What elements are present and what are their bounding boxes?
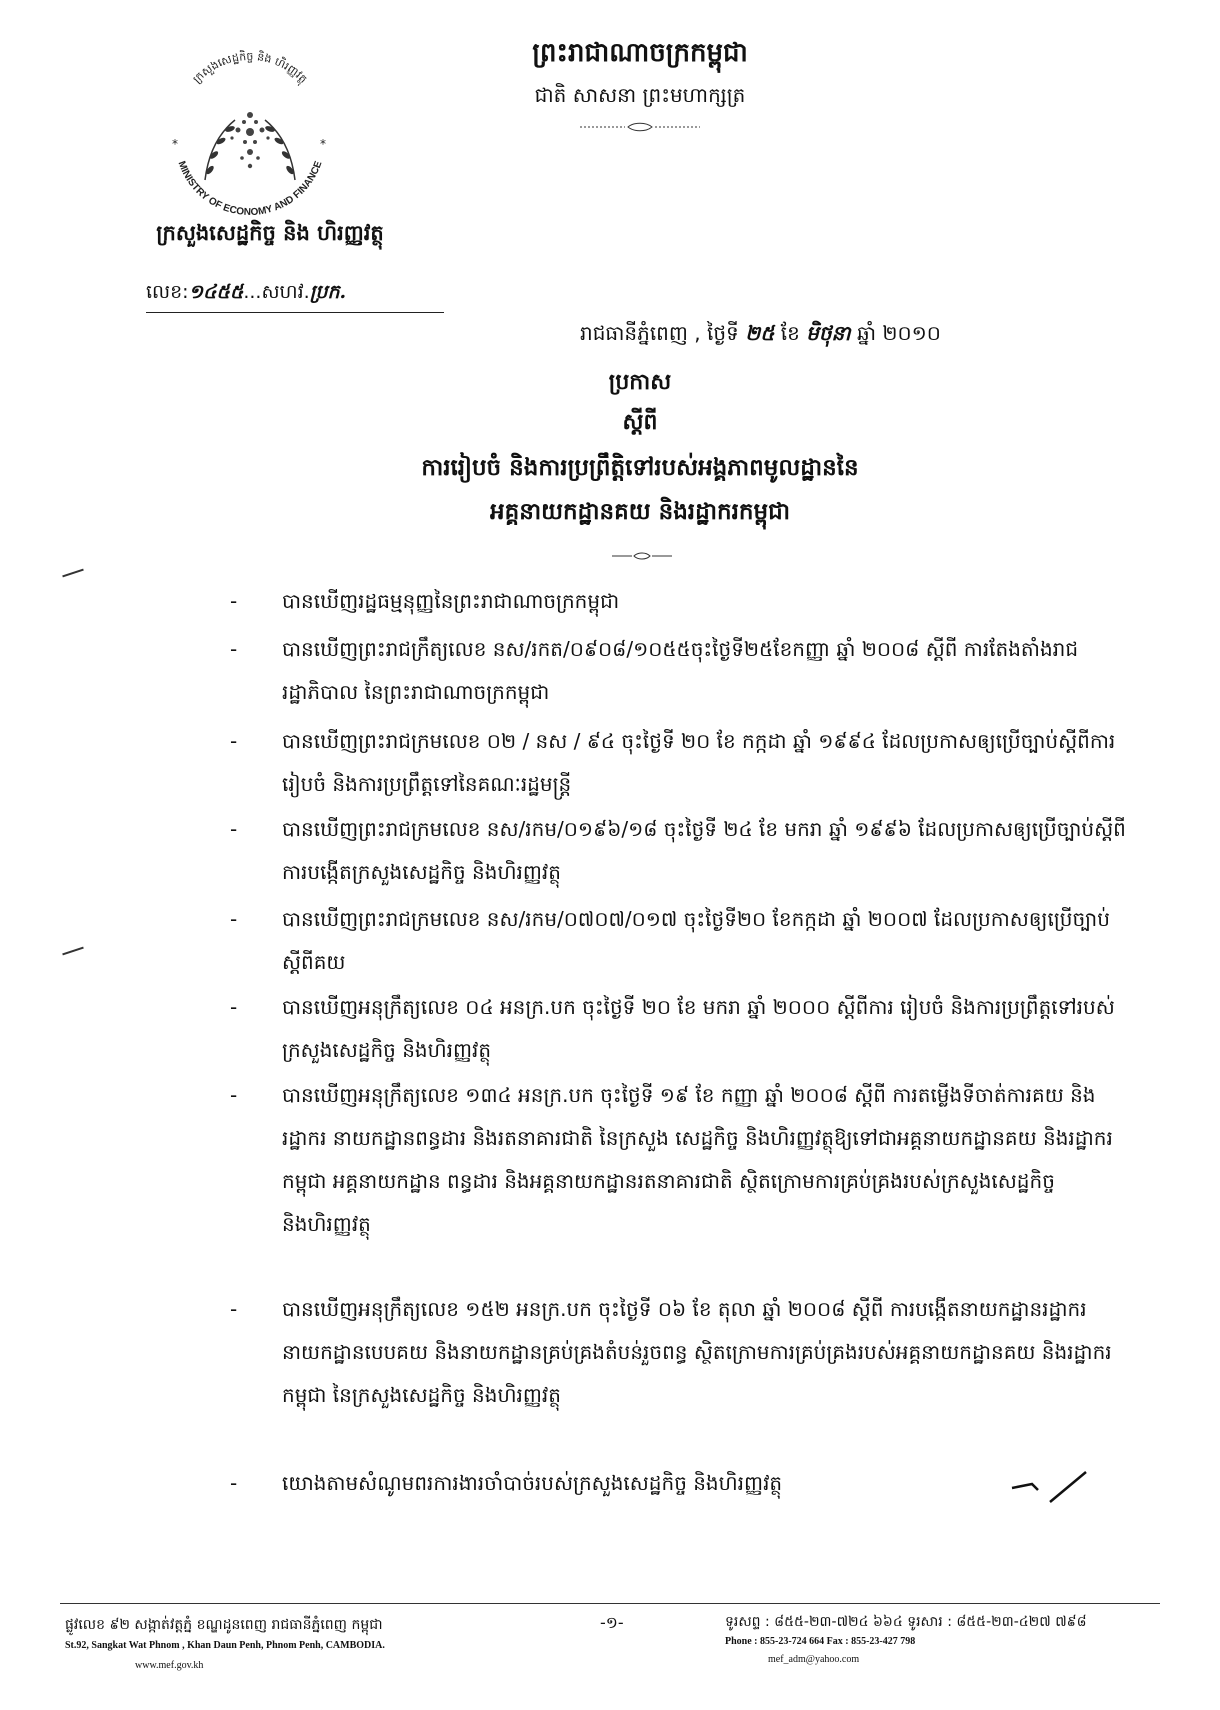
list-dash: - xyxy=(230,1083,238,1107)
footer-phone-english: Phone : 855-23-724 664 Fax : 855-23-427 798 xyxy=(725,1636,916,1647)
svg-text:MINISTRY OF ECONOMY AND FINANC: MINISTRY OF ECONOMY AND FINANCE xyxy=(175,159,325,219)
document-title-line2: អគ្គនាយកដ្ឋានគយ និងរដ្ឋាករកម្ពុជា xyxy=(490,499,790,525)
date-line xyxy=(580,320,941,350)
list-dash: - xyxy=(230,637,238,661)
ministry-name: ក្រសួងសេដ្ឋកិច្ច និង ហិរញ្ញវត្ថុ xyxy=(156,221,384,245)
list-item-text: បានឃើញព្រះរាជក្រមលេខ នស/រកម/០១៩៦/១៨ ចុះថ្ងៃទី ២៤ ខែ មករា ឆ្នាំ ១៩៩៦ ដែលប្រកាសឲ្យប្រើច្បាប់ស្តីពីការបង្កើតក្រសួងសេដ្ឋកិច្ច និងហិរញ្ញវត្ថុ xyxy=(282,817,1126,884)
svg-text:*: * xyxy=(320,137,326,151)
header-ornament xyxy=(580,122,700,132)
footer-address-english: St.92, Sangkat Wat Phnom , Khan Daun Penh, Phnom Penh, CAMBODIA. xyxy=(65,1640,385,1651)
list-item xyxy=(230,1074,1130,1246)
list-item xyxy=(230,808,1130,894)
footer-rule xyxy=(60,1603,1160,1604)
date-prefix: រាជធានីភ្នំពេញ , ថ្ងៃទី xyxy=(580,321,739,345)
list-dash: - xyxy=(230,1471,238,1495)
list-item xyxy=(230,720,1130,806)
list-item-text: បានឃើញអនុក្រឹត្យលេខ ១៥២ អនក្រ.បក ចុះថ្ងៃទី ០៦ ខែ តុលា ឆ្នាំ ២០០៨ ស្តីពី ការបង្កើតនាយកដ្ឋានរដ្ឋាករ នាយកដ្ឋានបេបគយ និងនាយកដ្ឋានគ្រប់គ្រងតំបន់រួចពន្ធ ស្ថិតក្រោមការគ្រប់គ្រងរបស់អគ្គនាយកដ្ឋានគយ និងរដ្ឋាករកម្ពុជា នៃក្រសួងសេដ្ឋកិច្ច និងហិរញ្ញវត្ថុ xyxy=(282,1297,1112,1407)
list-item-text: បានឃើញព្រះរាជក្រមលេខ ០២ / នស / ៩៤ ចុះថ្ងៃទី ២០ ខែ កក្កដា ឆ្នាំ ១៩៩៤ ដែលប្រកាសឲ្យប្រើច្បាប់ស្តីពីការរៀបចំ និងការប្រព្រឹត្តទៅនៃគណៈរដ្ឋមន្ត្រី xyxy=(282,729,1116,796)
list-item-text: យោងតាមសំណូមពរការងារចាំបាច់របស់ក្រសួងសេដ្ឋកិច្ច និងហិរញ្ញវត្ថុ xyxy=(282,1471,783,1495)
national-motto: ជាតិ សាសនា ព្រះមហាក្សត្រ xyxy=(534,83,746,107)
list-item xyxy=(230,1462,1130,1505)
ref-prefix: លេខ: xyxy=(146,281,189,303)
list-item xyxy=(230,898,1130,984)
list-dash: - xyxy=(230,907,238,931)
list-dash: - xyxy=(230,817,238,841)
list-dash: - xyxy=(230,995,238,1019)
page-number: -១- xyxy=(600,1613,624,1632)
ref-mid: ...សហវ. xyxy=(243,281,310,303)
footer-email: mef_adm@yahoo.com xyxy=(768,1654,860,1665)
footer-phone-khmer: ទូរសព្ទ : ៨៥៥-២៣-៧២៤ ៦៦៤ ទូរសារ : ៨៥៥-២៣-៤២៧ ៧៩៨ xyxy=(725,1614,1087,1630)
list-item xyxy=(230,580,1130,623)
date-day: ២៥ xyxy=(745,321,775,345)
kingdom-title: ព្រះរាជាណាចក្រកម្ពុជា xyxy=(532,38,748,68)
handwritten-initial xyxy=(1010,1466,1100,1506)
ref-suffix: ប្រក. xyxy=(309,281,347,303)
list-dash: - xyxy=(230,589,238,613)
title-ornament xyxy=(612,552,672,560)
list-item xyxy=(230,1288,1130,1417)
list-dash: - xyxy=(230,1297,238,1321)
date-month: មិថុនា xyxy=(806,321,851,345)
ref-number: ១៤៥៥ xyxy=(188,281,244,303)
reference-number xyxy=(146,280,346,308)
list-dash: - xyxy=(230,729,238,753)
list-item-text: បានឃើញអនុក្រឹត្យលេខ ០៤ អនក្រ.បក ចុះថ្ងៃទី ២០ ខែ មករា ឆ្នាំ ២០០០ ស្តីពីការ រៀបចំ និងការប្រព្រឹត្តទៅរបស់ក្រសួងសេដ្ឋកិច្ច និងហិរញ្ញវត្ថុ xyxy=(282,995,1115,1062)
svg-text:ក្រសួងសេដ្ឋកិច្ច និង ហិរញ្ញវត្: ក្រសួងសេដ្ឋកិច្ច និង ហិរញ្ញវត្ថុ xyxy=(190,49,310,86)
list-item xyxy=(230,628,1130,714)
margin-mark xyxy=(62,947,84,956)
date-month-label: ខែ xyxy=(780,321,800,345)
list-item-text: បានឃើញអនុក្រឹត្យលេខ ១៣៤ អនក្រ.បក ចុះថ្ងៃទី ១៩ ខែ កញ្ញា ឆ្នាំ ២០០៨ ស្តីពី ការតម្លើងទីចាត់ការគយ និងរដ្ឋាករ នាយកដ្ឋានពន្ធដារ និងរតនាគារជាតិ នៃក្រសួង សេដ្ឋកិច្ច និងហិរញ្ញវត្ថុឱ្យទៅជាអគ្គនាយកដ្ឋានគយ និងរដ្ឋាករកម្ពុជា អគ្គនាយកដ្ឋាន ពន្ធដារ និងអគ្គនាយកដ្ឋានរតនាគារជាតិ ស្ថិតក្រោមការគ្រប់គ្រងរបស់ក្រសួងសេដ្ឋកិច្ច និងហិរញ្ញវត្ថុ xyxy=(282,1083,1113,1236)
list-item-text: បានឃើញព្រះរាជក្រមលេខ នស/រកម/០៧០៧/០១៧ ចុះថ្ងៃទី២០ ខែកក្កដា ឆ្នាំ ២០០៧ ដែលប្រកាសឲ្យប្រើច្បាប់ស្តីពីគយ xyxy=(282,907,1110,974)
list-item-text: បានឃើញព្រះរាជក្រឹត្យលេខ នស/រកត/០៩០៨/១០៥៥ចុះថ្ងៃទី២៥ខែកញ្ញា ឆ្នាំ ២០០៨ ស្តីពី ការតែងតាំងរាជរដ្ឋាភិបាល នៃព្រះរាជាណាចក្រកម្ពុជា xyxy=(282,637,1079,704)
date-year: ឆ្នាំ ២០១០ xyxy=(856,321,941,345)
footer-address-khmer: ផ្លូវលេខ ៩២ សង្កាត់វត្តភ្នំ ខណ្ឌដូនពេញ រាជធានីភ្នំពេញ កម្ពុជា xyxy=(65,1617,383,1633)
svg-text:*: * xyxy=(172,137,178,151)
document-about: ស្តីពី xyxy=(622,410,658,435)
list-item-text: បានឃើញរដ្ឋធម្មនុញ្ញនៃព្រះរាជាណាចក្រកម្ពុជា xyxy=(282,589,620,613)
document-title-line1: ការរៀបចំ និងការប្រព្រឹត្តិទៅរបស់អង្គភាពមូលដ្ឋាននៃ xyxy=(421,455,859,481)
ministry-seal xyxy=(150,30,350,230)
margin-mark xyxy=(62,569,84,578)
list-item xyxy=(230,986,1130,1072)
reference-underline xyxy=(146,312,444,313)
document-type: ប្រកាស xyxy=(608,370,672,395)
footer-website: www.mef.gov.kh xyxy=(135,1660,204,1671)
